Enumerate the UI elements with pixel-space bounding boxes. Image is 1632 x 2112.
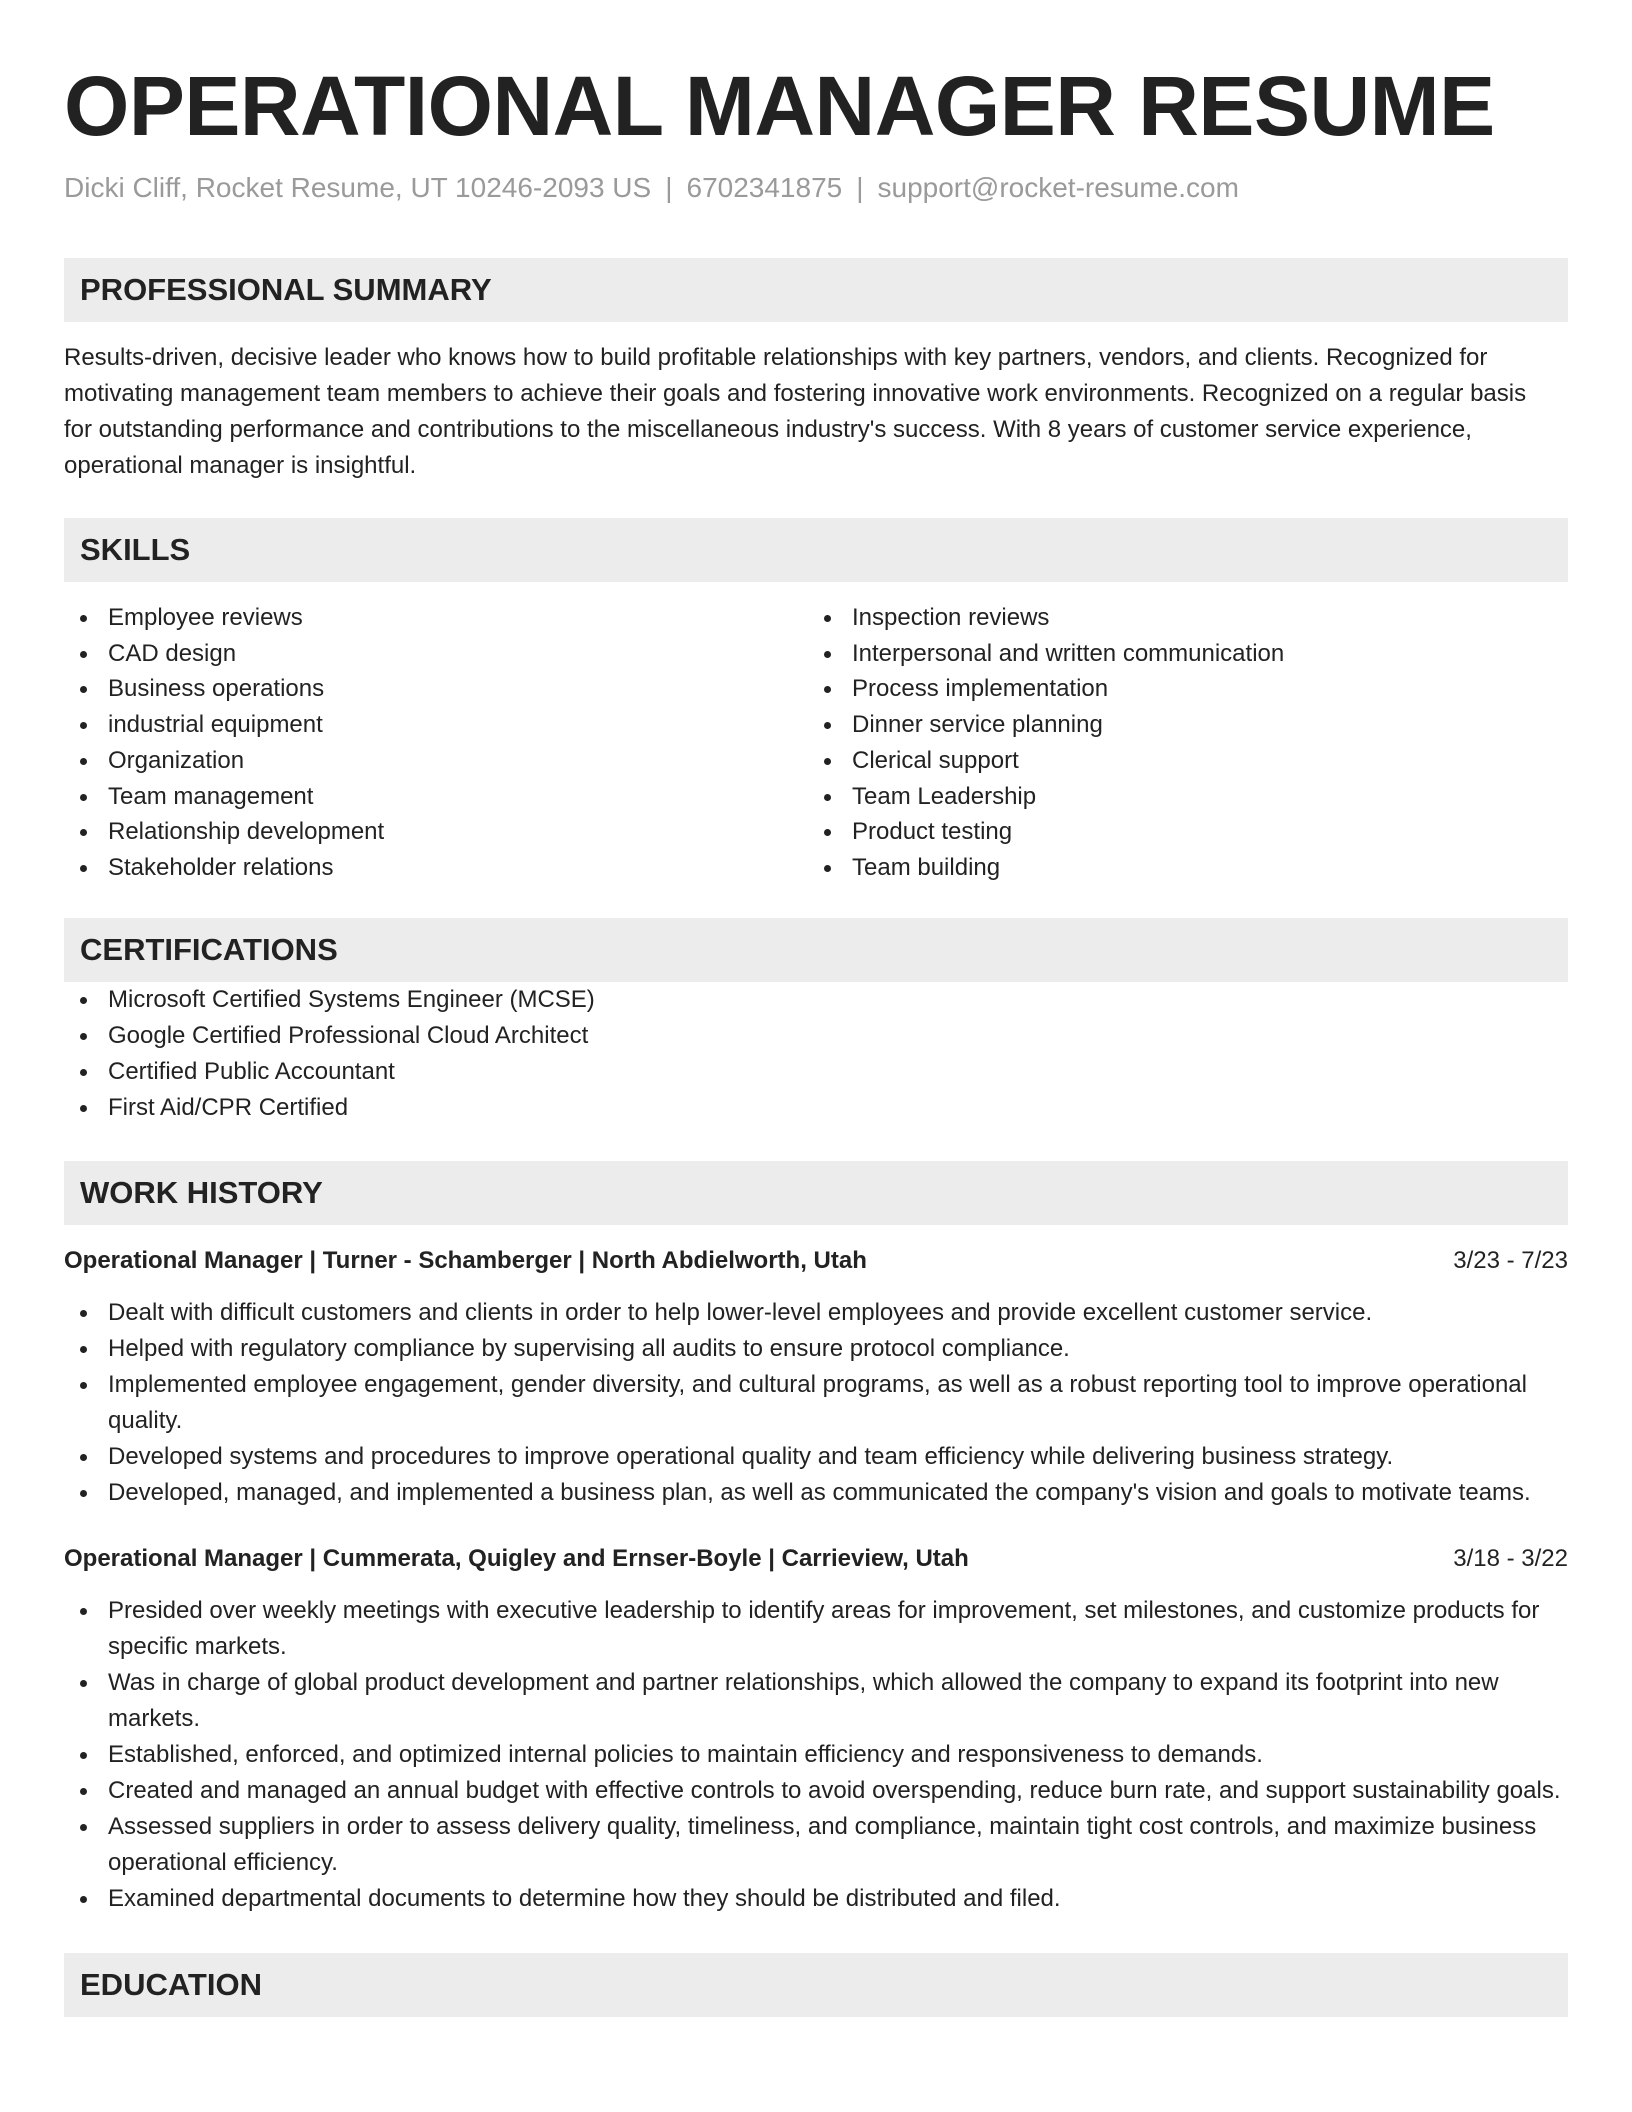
job-bullet: Developed, managed, and implemented a business plan, as well as communicated the company's vision and goals to motivate teams. (64, 1475, 1568, 1511)
job-header (64, 1541, 1568, 1577)
skill-item: Employee reviews (64, 600, 808, 636)
job-bullet: Established, enforced, and optimized internal policies to maintain efficiency and responsiveness to demands. (64, 1737, 1568, 1773)
skill-item: Inspection reviews (808, 600, 1552, 636)
job-bullet: Assessed suppliers in order to assess delivery quality, timeliness, and compliance, maintain tight cost controls, and maximize business operational efficiency. (64, 1809, 1568, 1881)
certifications-list (64, 982, 1568, 1126)
skills-column-right (808, 600, 1552, 886)
certification-item: Google Certified Professional Cloud Architect (64, 1018, 1568, 1054)
skill-item: Process implementation (808, 671, 1552, 707)
skill-item: Business operations (64, 671, 808, 707)
job-entry (64, 1243, 1568, 1511)
skill-item: industrial equipment (64, 707, 808, 743)
contact-line (64, 170, 1568, 206)
job-bullets (64, 1295, 1568, 1511)
section-header-skills: SKILLS (64, 518, 1568, 582)
job-bullet: Was in charge of global product development and partner relationships, which allowed the company to expand its footprint into new markets. (64, 1665, 1568, 1737)
skills-list-left (64, 600, 808, 886)
job-bullet: Developed systems and procedures to improve operational quality and team efficiency while delivering business strategy. (64, 1439, 1568, 1475)
skill-item: Product testing (808, 814, 1552, 850)
skills-column-left (64, 600, 808, 886)
skill-item: Organization (64, 743, 808, 779)
resume-title: OPERATIONAL MANAGER RESUME (64, 59, 1495, 153)
contact-phone: 6702341875 (686, 172, 843, 203)
skill-item: Clerical support (808, 743, 1552, 779)
job-dates: 3/18 - 3/22 (1453, 1544, 1568, 1572)
section-header-work-history: WORK HISTORY (64, 1161, 1568, 1225)
job-bullet: Implemented employee engagement, gender diversity, and cultural programs, as well as a robust reporting tool to improve operational quality. (64, 1367, 1568, 1439)
job-bullet: Created and managed an annual budget with effective controls to avoid overspending, reduce burn rate, and support sustainability goals. (64, 1773, 1568, 1809)
job-header (64, 1243, 1568, 1279)
certification-item: First Aid/CPR Certified (64, 1090, 1568, 1126)
skill-item: CAD design (64, 636, 808, 672)
job-title: Operational Manager | Turner - Schamberger | North Abdielworth, Utah (64, 1246, 867, 1274)
contact-separator: | (856, 172, 864, 203)
skill-item: Team Leadership (808, 779, 1552, 815)
skills-list-right (808, 600, 1552, 886)
section-header-summary: PROFESSIONAL SUMMARY (64, 258, 1568, 322)
contact-address: Dicki Cliff, Rocket Resume, UT 10246-2093 US (64, 172, 652, 203)
certification-item: Microsoft Certified Systems Engineer (MCSE) (64, 982, 1568, 1018)
contact-email[interactable]: support@rocket-resume.com (877, 172, 1239, 203)
job-entry (64, 1541, 1568, 1917)
job-dates: 3/23 - 7/23 (1453, 1246, 1568, 1274)
skill-item: Team management (64, 779, 808, 815)
job-bullet: Presided over weekly meetings with executive leadership to identify areas for improvement, set milestones, and customize products for specific markets. (64, 1593, 1568, 1665)
skill-item: Relationship development (64, 814, 808, 850)
job-bullet: Examined departmental documents to determine how they should be distributed and filed. (64, 1881, 1568, 1917)
skill-item: Dinner service planning (808, 707, 1552, 743)
skill-item: Team building (808, 850, 1552, 886)
skills-grid (64, 600, 1568, 886)
job-bullet: Helped with regulatory compliance by supervising all audits to ensure protocol compliance. (64, 1331, 1568, 1367)
skill-item: Interpersonal and written communication (808, 636, 1552, 672)
summary-text: Results-driven, decisive leader who knows how to build profitable relationships with key partners, vendors, and clients. Recognized for motivating management team members to achieve their goals and fostering innovative work environments. Recognized on a regular basis for outstanding performance and contributions to the miscellaneous industry's success. With 8 years of customer service experience, operational manager is insightful. (64, 344, 1527, 479)
section-header-certifications: CERTIFICATIONS (64, 918, 1568, 982)
job-bullet: Dealt with difficult customers and clients in order to help lower-level employees and provide excellent customer service. (64, 1295, 1568, 1331)
certification-item: Certified Public Accountant (64, 1054, 1568, 1090)
skill-item: Stakeholder relations (64, 850, 808, 886)
job-bullets (64, 1593, 1568, 1917)
contact-separator: | (665, 172, 673, 203)
section-header-education: EDUCATION (64, 1953, 1568, 2017)
job-title: Operational Manager | Cummerata, Quigley and Ernser-Boyle | Carrieview, Utah (64, 1544, 969, 1572)
